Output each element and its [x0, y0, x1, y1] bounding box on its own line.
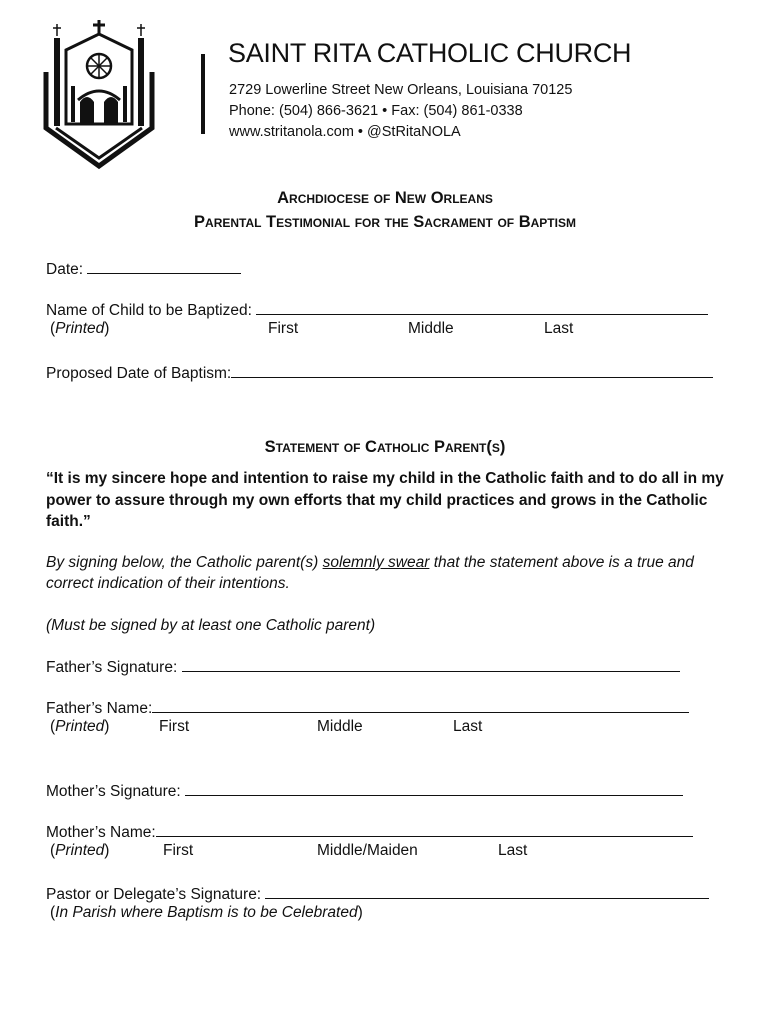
child-name-label: Name of Child to be Baptized: — [46, 302, 252, 319]
mother-middle-maiden-label: Middle/Maiden — [317, 842, 418, 859]
father-middle-label: Middle — [317, 718, 363, 735]
child-printed-note: (Printed) — [50, 320, 110, 337]
church-web-social: www.stritanola.com • @StRitaNOLA — [229, 124, 461, 140]
mother-name-label: Mother’s Name: — [46, 824, 156, 841]
testimonial-title: Parental Testimonial for the Sacrament of Baptism — [194, 213, 576, 231]
date-field[interactable] — [87, 258, 241, 274]
church-name: SAINT RITA CATHOLIC CHURCH — [228, 38, 632, 68]
mother-printed-note: (Printed) — [50, 842, 110, 859]
pastor-signature-field[interactable] — [265, 883, 709, 899]
header-divider — [201, 54, 205, 134]
mother-last-label: Last — [498, 842, 528, 859]
oath-text: By signing below, the Catholic parent(s) solemnly swear that the statement above is a true and correct indication of their intentions. — [46, 554, 694, 592]
mother-name-field[interactable] — [156, 821, 693, 837]
child-middle-label: Middle — [408, 320, 454, 337]
parent-note: (Must be signed by at least one Catholic parent) — [46, 617, 376, 634]
mother-first-label: First — [163, 842, 194, 859]
church-address: 2729 Lowerline Street New Orleans, Louisiana 70125 — [229, 82, 573, 98]
statement-quote: “It is my sincere hope and intention to raise my child in the Catholic faith and to do all in my power to assure through my own efforts that my child practices and grows in the Catholic faith.” — [46, 470, 724, 530]
mother-signature-row — [46, 780, 683, 801]
pastor-signature-label: Pastor or Delegate’s Signature: — [46, 886, 262, 903]
child-first-label: First — [268, 320, 299, 337]
father-signature-field[interactable] — [182, 656, 680, 672]
father-signature-row — [46, 656, 680, 677]
proposed-date-label: Proposed Date of Baptism: — [46, 365, 232, 382]
mother-signature-field[interactable] — [185, 780, 683, 796]
oath-underlined: solemnly swear — [322, 554, 430, 571]
child-name-row — [46, 299, 708, 320]
child-name-field[interactable] — [256, 299, 708, 315]
date-row — [46, 258, 241, 279]
father-name-label: Father’s Name: — [46, 700, 153, 717]
pastor-note: (In Parish where Baptism is to be Celebrated) — [50, 904, 363, 921]
church-logo-icon — [40, 20, 158, 170]
pastor-signature-row — [46, 883, 709, 904]
mother-name-row — [46, 821, 693, 842]
mother-signature-label: Mother’s Signature: — [46, 783, 181, 800]
archdiocese-title: Archdiocese of New Orleans — [277, 189, 493, 207]
father-last-label: Last — [453, 718, 483, 735]
church-phone-fax: Phone: (504) 866-3621 • Fax: (504) 861-0338 — [229, 103, 523, 119]
father-signature-label: Father’s Signature: — [46, 659, 178, 676]
father-first-label: First — [159, 718, 190, 735]
child-last-label: Last — [544, 320, 574, 337]
proposed-date-row — [46, 362, 713, 383]
father-name-row — [46, 697, 689, 718]
father-name-field[interactable] — [152, 697, 689, 713]
proposed-date-field[interactable] — [231, 362, 713, 378]
father-printed-note: (Printed) — [50, 718, 110, 735]
date-label: Date: — [46, 261, 84, 278]
statement-heading: Statement of Catholic Parent(s) — [264, 438, 506, 456]
